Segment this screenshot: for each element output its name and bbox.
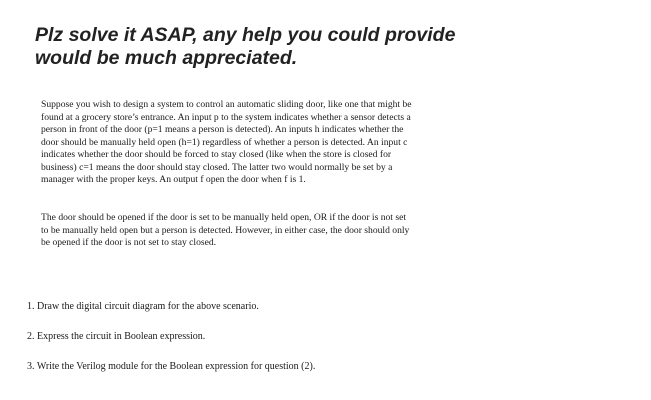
problem-paragraph-1: [41, 99, 523, 187]
text-line: indicates whether the door should be forced to stay closed (like when the store is closed for: [41, 149, 392, 160]
question-item: 1. Draw the digital circuit diagram for the above scenario.: [27, 301, 259, 312]
text-line: The door should be opened if the door is set to be manually held open, OR if the door is not set: [41, 212, 407, 223]
heading-line: Plz solve it ASAP, any help you could provide: [35, 24, 456, 46]
text-line: person in front of the door (p=1 means a person is detected). An inputs h indicates whether the: [41, 124, 404, 135]
problem-paragraph-2: [41, 212, 523, 250]
request-heading: [35, 24, 635, 70]
text-line: be opened if the door is not set to stay closed.: [41, 237, 217, 248]
text-line: Suppose you wish to design a system to control an automatic sliding door, like one that might be: [41, 99, 412, 110]
text-line: business) c=1 means the door should stay closed. The latter two would normally be set by a: [41, 161, 393, 173]
text-line: manager with the proper keys. An output f open the door when f is 1.: [41, 174, 306, 185]
question-item: 3. Write the Verilog module for the Boolean expression for question (2).: [27, 361, 316, 372]
text-line: door should be manually held open (h=1) regardless of whether a person is detected. An input c: [41, 136, 408, 148]
question-list: [27, 300, 315, 373]
text-line: found at a grocery store’s entrance. An input p to the system indicates whether a sensor detects a: [41, 111, 411, 123]
text-line: to be manually held open but a person is detected. However, in either case, the door should only: [41, 224, 410, 236]
question-item: 2. Express the circuit in Boolean expression.: [27, 331, 206, 342]
heading-line: would be much appreciated.: [35, 47, 298, 69]
